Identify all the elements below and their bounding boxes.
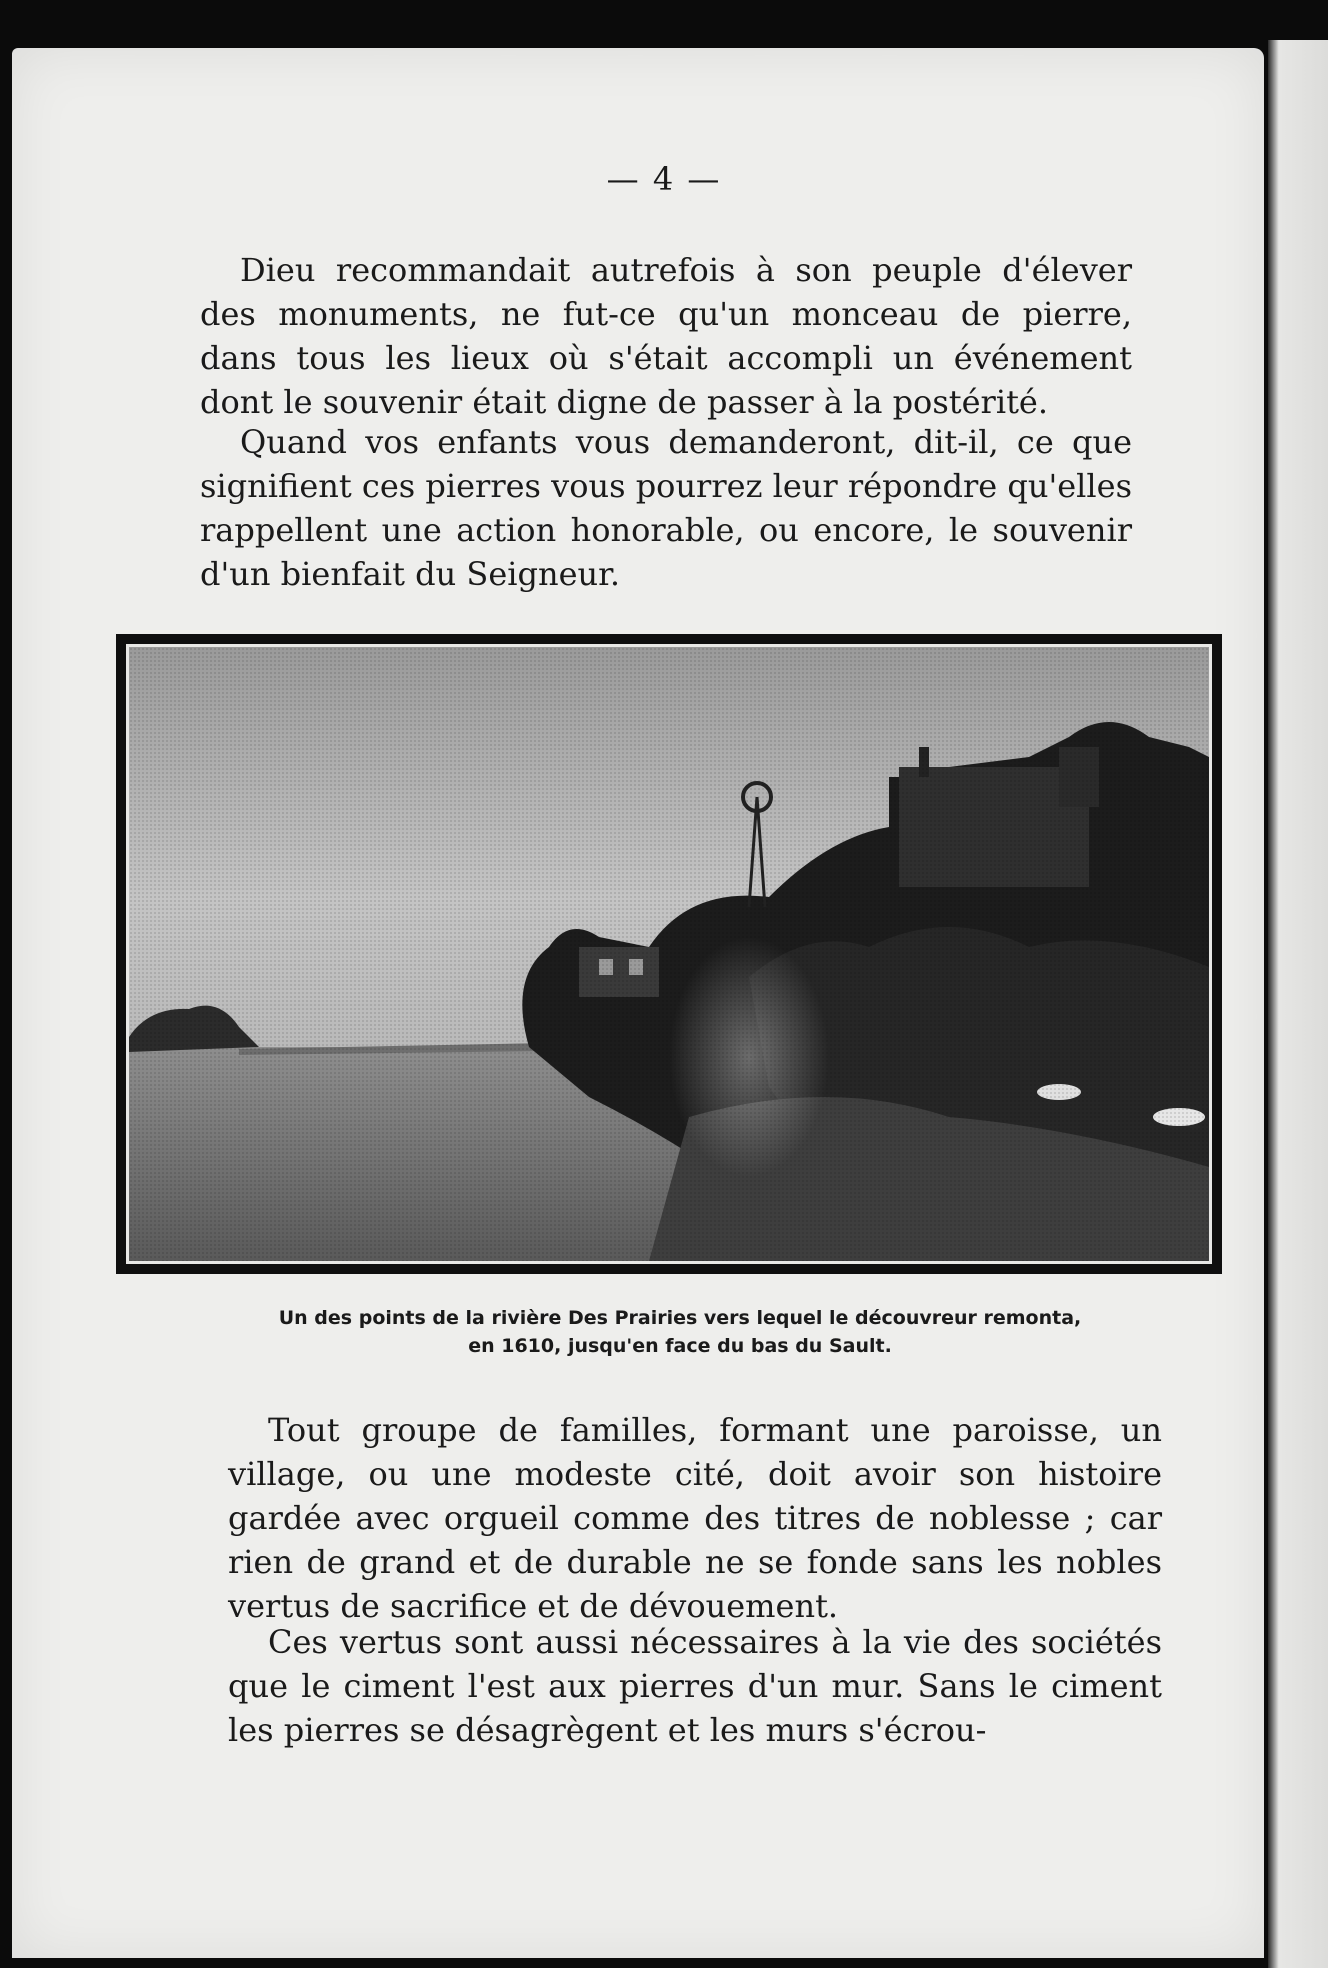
paragraph-4: Ces vertus sont aussi nécessaires à la vie des sociétés que le ciment l'est aux pierres d'un mur. Sans le ciment les pierres se désagrègent et les murs s'écrou- — [228, 1623, 1162, 1749]
caption-line-1: Un des points de la rivière Des Prairies vers lequel le découvreur remonta, — [278, 1307, 1082, 1329]
paragraph-3: Tout groupe de familles, formant une paroisse, un village, ou une modeste cité, doit avoir son histoire gardée avec orgueil comme des titres de noblesse ; car rien de grand et de durable ne se fonde sans les nobles vertus de sacrifice et de dévouement. — [228, 1411, 1162, 1625]
next-page-edge — [1268, 40, 1328, 1968]
river-photograph — [116, 634, 1222, 1274]
page-number: — 4 — — [606, 160, 722, 198]
paragraph-1: Dieu recommandait autrefois à son peuple d'élever des monuments, ne fut-ce qu'un monceau de pierre, dans tous les lieux où s'était accompli un événement dont le souvenir était digne de passer à la postérité. — [200, 251, 1132, 421]
caption-line-2: en 1610, jusqu'en face du bas du Sault. — [468, 1335, 892, 1357]
figure-caption — [200, 1304, 1160, 1360]
river-landscape-image — [129, 647, 1209, 1261]
paragraph-2: Quand vos enfants vous demanderont, dit-il, ce que signifient ces pierres vous pourrez leur répondre qu'elles rappellent une action honorable, ou encore, le souvenir d'un bienfait du Seigneur. — [200, 423, 1132, 593]
